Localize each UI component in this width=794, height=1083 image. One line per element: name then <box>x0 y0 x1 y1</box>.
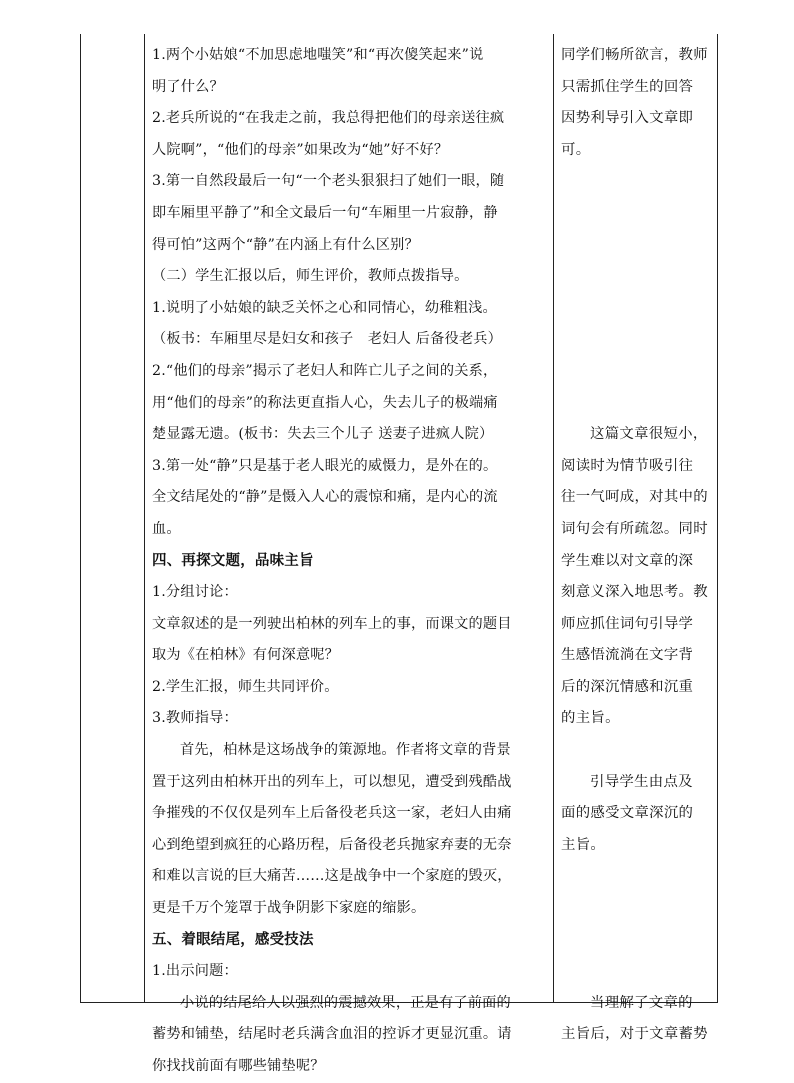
note-line: 词句会有所疏忽。同时 <box>561 520 708 537</box>
note-line: 主旨后，对于文章蓄势 <box>561 1026 708 1043</box>
table-border-right <box>717 34 718 1002</box>
text-line: 楚显露无遗。(板书：失去三个儿子 送妻子进疯人院） <box>152 426 494 443</box>
text-line: 小说的结尾给人以强烈的震撼效果，正是有了前面的 <box>180 994 511 1011</box>
text-line: 1.说明了小姑娘的缺乏关怀之心和同情心，幼稚粗浅。 <box>152 299 497 316</box>
text-line: 2.老兵所说的“在我走之前，我总得把他们的母亲送往疯 <box>152 110 505 127</box>
text-line: 用“他们的母亲”的称法更直指人心，失去儿子的极端痛 <box>152 394 498 411</box>
note-line: 当理解了文章的 <box>590 994 693 1011</box>
text-line: 人院啊”，“他们的母亲”如果改为“她”好不好？ <box>152 141 449 158</box>
note-line: 可。 <box>561 141 591 158</box>
text-line: 明了什么？ <box>152 78 224 95</box>
text-line: 心到绝望到疯狂的心路历程，后备役老兵抛家弃妻的无奈 <box>152 836 512 853</box>
text-line: 你找找前面有哪些铺垫呢？ <box>152 1058 325 1074</box>
text-line: 置于这列由柏林开出的列车上，可以想见，遭受到残酷战 <box>152 773 512 790</box>
section-heading: 五、着眼结尾，感受技法 <box>152 931 314 948</box>
teaching-notes-column <box>561 40 716 1051</box>
text-line: 2.“他们的母亲”揭示了老妇人和阵亡儿子之间的关系， <box>152 362 498 379</box>
text-line: 取为《在柏林》有何深意呢？ <box>152 647 340 664</box>
note-line: 刻意义深入地思考。教 <box>561 584 708 601</box>
table-border-col2 <box>553 34 554 1002</box>
text-line: （板书：车厢里尽是妇女和孩子 老妇人 后备役老兵） <box>152 331 503 348</box>
text-line: 3.教师指导： <box>152 710 238 727</box>
note-line: 同学们畅所欲言，教师 <box>561 47 708 63</box>
text-line: 首先，柏林是这场战争的策源地。作者将文章的背景 <box>180 742 511 759</box>
note-line: 只需抓住学生的回答 <box>561 78 694 95</box>
text-line: 争摧残的不仅仅是列车上后备役老兵这一家，老妇人由痛 <box>152 805 512 822</box>
text-line: 3.第一处“静”只是基于老人眼光的威慑力，是外在的。 <box>152 457 498 474</box>
text-line: 全文结尾处的“静”是慑入人心的震惊和痛，是内心的流 <box>152 489 498 506</box>
lesson-content-column <box>152 40 550 1083</box>
section-heading: 四、再探文题，品味主旨 <box>152 552 314 569</box>
text-line: 2.学生汇报，师生共同评价。 <box>152 678 339 695</box>
note-line: 后的深沉情感和沉重 <box>561 678 694 695</box>
text-line: （二）学生汇报以后，师生评价，教师点拨指导。 <box>152 268 469 285</box>
note-line: 主旨。 <box>561 836 606 853</box>
text-line: 文章叙述的是一列驶出柏林的列车上的事，而课文的题目 <box>152 615 512 632</box>
note-line: 的主旨。 <box>561 710 620 727</box>
note-line: 阅读时为情节吸引往 <box>561 457 694 474</box>
note-line: 面的感受文章深沉的 <box>561 805 694 822</box>
text-line: 3.第一自然段最后一句“一个老头狠狠扫了她们一眼，随 <box>152 173 505 190</box>
note-line: 学生难以对文章的深 <box>561 552 694 569</box>
text-line: 血。 <box>152 520 181 537</box>
text-line: 和难以言说的巨大痛苦……这是战争中一个家庭的毁灭， <box>152 868 512 885</box>
note-line: 引导学生由点及 <box>590 773 693 790</box>
text-line: 蓄势和铺垫，结尾时老兵满含血泪的控诉才更显沉重。请 <box>152 1026 512 1043</box>
table-border-left <box>80 34 81 1002</box>
note-line: 往一气呵成，对其中的 <box>561 489 708 506</box>
text-line: 1.出示问题： <box>152 963 238 980</box>
note-line: 生感悟流淌在文字背 <box>561 647 694 664</box>
text-line: 得可怕”这两个“静”在内涵上有什么区别？ <box>152 236 419 253</box>
table-border-col1 <box>144 34 145 1002</box>
text-line: 1.分组讨论： <box>152 584 238 601</box>
text-line: 1.两个小姑娘“不加思虑地嗤笑”和“再次傻笑起来”说 <box>152 47 484 63</box>
note-line: 因势利导引入文章即 <box>561 110 694 127</box>
note-line: 师应抓住词句引导学 <box>561 615 694 632</box>
note-line: 这篇文章很短小， <box>590 426 708 443</box>
text-line: 即车厢里平静了”和全文最后一句“车厢里一片寂静，静 <box>152 204 498 221</box>
text-line: 更是千万个笼罩于战争阴影下家庭的缩影。 <box>152 900 426 917</box>
